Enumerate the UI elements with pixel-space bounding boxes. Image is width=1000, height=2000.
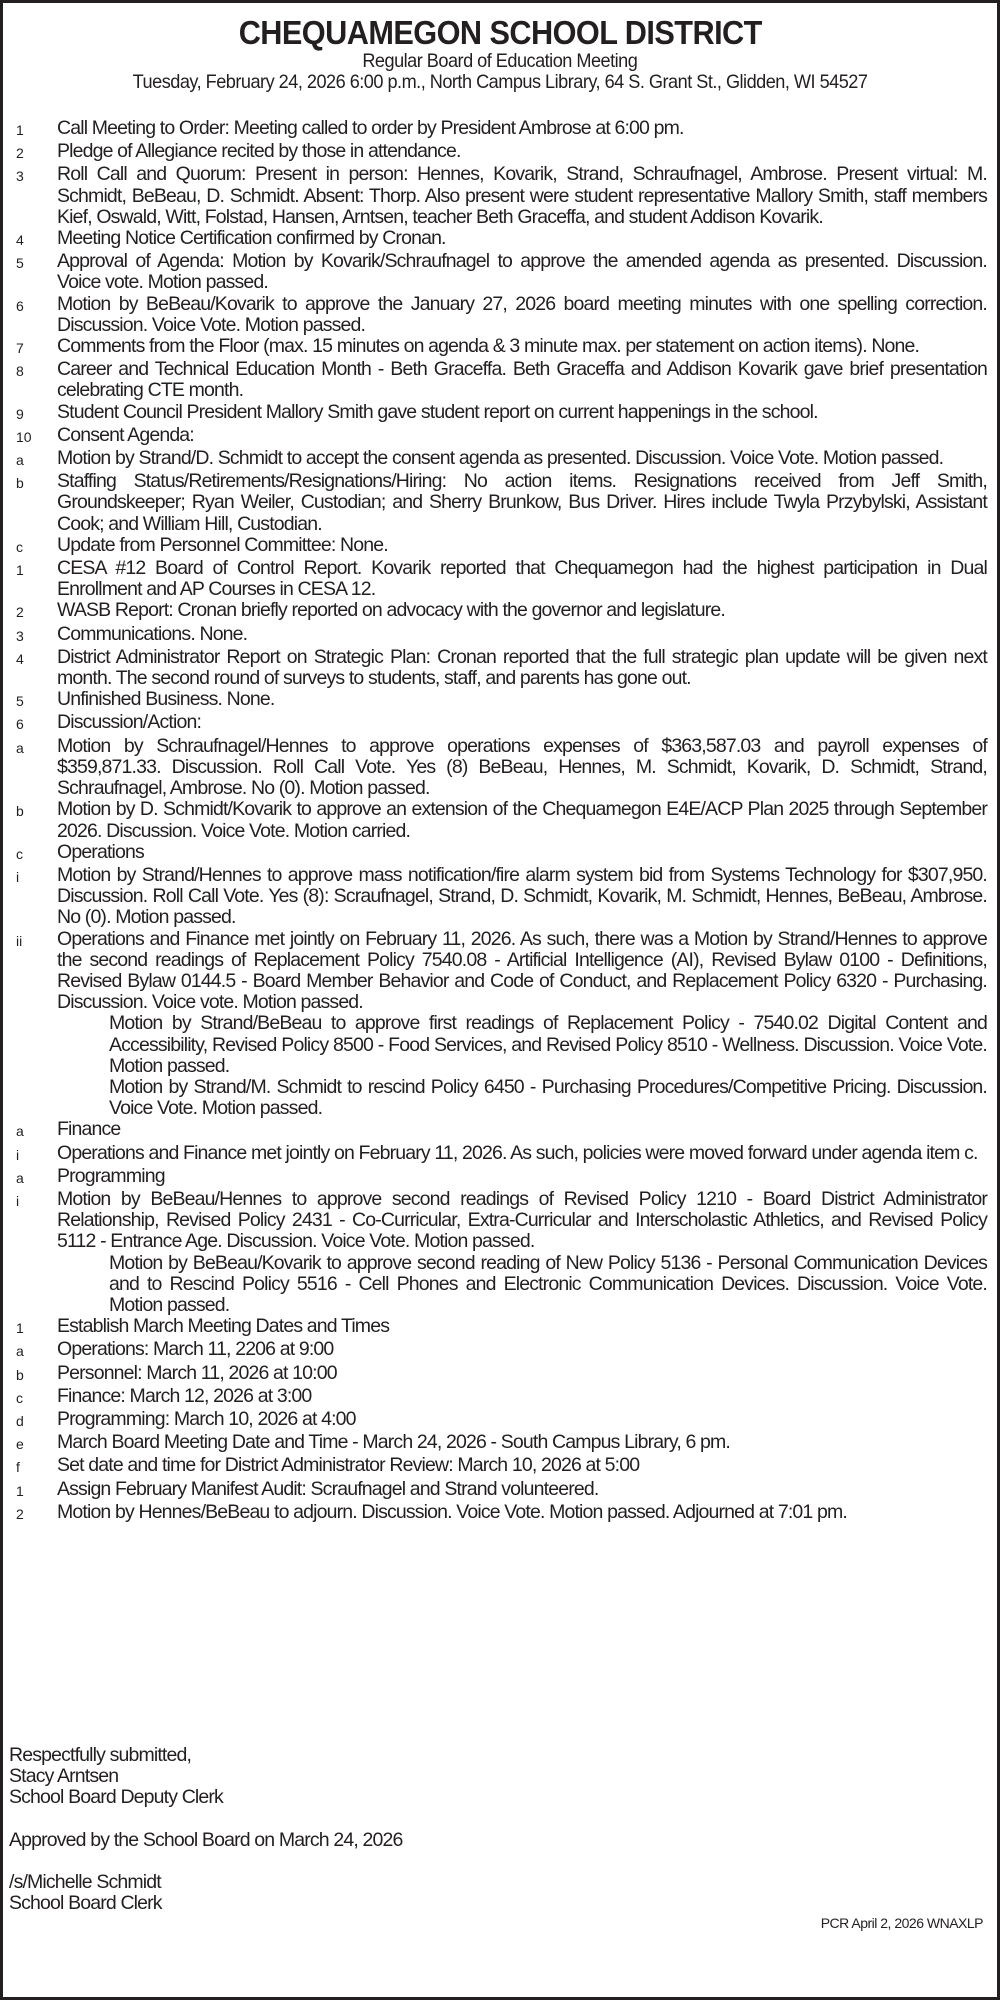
item-number	[3, 1077, 57, 1119]
minutes-item	[3, 1363, 997, 1386]
item-number: 2	[16, 604, 24, 621]
minutes-item	[3, 1432, 997, 1455]
item-number: 1	[16, 562, 24, 579]
notice-header	[3, 3, 997, 93]
item-text: Pledge of Allegiance recited by those in attendance.	[57, 140, 461, 163]
submitter-title: School Board Deputy Clerk	[9, 1786, 223, 1809]
item-number: 3	[16, 627, 24, 644]
item-number: c	[16, 1389, 23, 1406]
item-number: f	[16, 1459, 20, 1476]
minutes-item	[3, 558, 997, 600]
minutes-item	[3, 1339, 997, 1362]
item-text: Operations: March 11, 2206 at 9:00	[57, 1338, 334, 1361]
minutes-item	[3, 1166, 997, 1189]
item-number: a	[16, 1343, 24, 1360]
item-text: Discussion/Action:	[57, 711, 202, 734]
item-text: Operations and Finance met jointly on February 11, 2026. As such, there was a Motion by Strand/Hennes to approve the second readings of Replacement Policy 7540.08 - Artificial Intelligence (AI), Revised Bylaw 0100 - Definitions, Revised Bylaw 0144.5 - Board Member Behavior and Code of Conduct, and Replacement Policy 6320 - Purchasing. Discussion. Voice vote. Motion passed.	[57, 927, 987, 1014]
item-number: b	[16, 475, 24, 492]
item-text: Student Council President Mallory Smith gave student report on current happenings in the school.	[57, 400, 818, 423]
item-number: 9	[16, 405, 24, 422]
item-number: 3	[16, 168, 24, 185]
item-number: b	[16, 803, 24, 820]
minutes-item	[3, 336, 997, 359]
minutes-item	[3, 842, 997, 865]
minutes-item	[3, 1502, 997, 1525]
minutes-item	[3, 1077, 997, 1119]
submitted-line: Respectfully submitted,	[9, 1744, 192, 1766]
item-number	[3, 1013, 57, 1077]
minutes-item	[3, 736, 997, 800]
item-number: 2	[16, 1505, 24, 1522]
item-text: March Board Meeting Date and Time - March 24, 2026 - South Campus Library, 6 pm.	[57, 1431, 730, 1454]
minutes-item	[3, 1119, 997, 1142]
minutes-item	[3, 294, 997, 336]
minutes-item	[3, 251, 997, 293]
item-text: Finance	[57, 1118, 121, 1141]
item-number: a	[16, 1123, 24, 1140]
item-number: 1	[16, 122, 24, 138]
item-number: d	[16, 1412, 24, 1429]
item-text: Motion by Schraufnagel/Hennes to approve operations expenses of $363,587.03 and payroll expenses of $359,871.33. Discussion. Roll Call Vote. Yes (8) BeBeau, Hennes, M. Schmidt, Kovarik, D. Schmidt, Strand, Schraufnagel, Ambrose. No (0). Motion passed.	[57, 734, 987, 800]
item-text: Call Meeting to Order: Meeting called to order by President Ambrose at 6:00 pm.	[57, 117, 684, 139]
minutes-item	[3, 141, 997, 164]
item-number: a	[16, 452, 24, 469]
minutes-item	[3, 164, 997, 228]
item-number: 5	[16, 693, 24, 710]
item-text: Programming: March 10, 2026 at 4:00	[57, 1407, 356, 1430]
minutes-item	[3, 865, 997, 929]
item-number: 6	[16, 716, 24, 733]
minutes-item	[3, 228, 997, 251]
item-text: Programming	[57, 1164, 165, 1187]
minutes-item	[3, 1316, 997, 1339]
submitter-name: Stacy Arntsen	[9, 1765, 119, 1788]
item-number: b	[16, 1366, 24, 1383]
item-text: Establish March Meeting Dates and Times	[57, 1315, 390, 1338]
meeting-date-location: Tuesday, February 24, 2026 6:00 p.m., North Campus Library, 64 S. Grant St., Glidden, WI 54527	[132, 71, 868, 93]
clerk-title: School Board Clerk	[9, 1892, 162, 1915]
minutes-item	[3, 425, 997, 448]
item-text: Motion by Strand/BeBeau to approve first readings of Replacement Policy - 7540.02 Digital Content and Accessibility, Revised Policy 8500 - Food Services, and Revised Policy 8510 - Wellness. Discussion. Voice Vote. Motion passed.	[109, 1012, 987, 1077]
item-number: ii	[16, 932, 23, 949]
item-text: Roll Call and Quorum: Present in person: Hennes, Kovarik, Strand, Schraufnagel, Ambrose. Present virtual: M. Schmidt, BeBeau, D. Schmidt. Absent: Thorp. Also present were student representative Mallory Smith, staff members Kief, Oswald, Witt, Folstad, Hansen, Arntsen, teacher Beth Graceffa, and student Addison Kovarik.	[57, 163, 987, 228]
item-text: Motion by BeBeau/Hennes to approve second readings of Revised Policy 1210 - Board District Administrator Relationship, Revised Policy 2431 - Co-Curricular, Extra-Curricular and Interscholastic Athletics, and Revised Policy 5112 - Entrance Age. Discussion. Voice Vote. Motion passed.	[57, 1187, 987, 1253]
item-text: Meeting Notice Certification confirmed by Cronan.	[57, 227, 446, 250]
item-text: Motion by BeBeau/Kovarik to approve second reading of New Policy 5136 - Personal Communication Devices and to Rescind Policy 5516 - Cell Phones and Electronic Communication Devices. Discussion. Voice Vote. Motion passed.	[109, 1251, 987, 1316]
district-title: CHEQUAMEGON SCHOOL DISTRICT	[238, 14, 762, 51]
minutes-item	[3, 929, 997, 1014]
clerk-signature: /s/Michelle Schmidt	[9, 1871, 161, 1894]
item-text: WASB Report: Cronan briefly reported on advocacy with the governor and legislature.	[57, 599, 725, 622]
item-number: c	[16, 538, 23, 555]
minutes-item	[3, 689, 997, 712]
minutes-item	[3, 647, 997, 689]
item-text: Communications. None.	[57, 622, 248, 645]
item-text: Operations	[57, 840, 144, 863]
item-text: Career and Technical Education Month - Beth Graceffa. Beth Graceffa and Addison Kovarik gave brief presentation celebrating CTE month.	[57, 358, 987, 402]
item-number	[3, 1253, 57, 1317]
item-number: e	[16, 1436, 24, 1453]
item-number: 4	[16, 650, 24, 667]
item-text: District Administrator Report on Strategic Plan: Cronan reported that the full strategic plan update will be given next month. The second round of surveys to students, staff, and parents has gone out.	[57, 645, 987, 690]
item-text: Consent Agenda:	[57, 423, 194, 446]
minutes-item	[3, 359, 997, 401]
item-text: Motion by Strand/M. Schmidt to rescind Policy 6450 - Purchasing Procedures/Competitive Pricing. Discussion. Voice Vote. Motion passed.	[109, 1075, 987, 1120]
item-text: Motion by Hennes/BeBeau to adjourn. Discussion. Voice Vote. Motion passed. Adjourned at 7:01 pm.	[57, 1500, 847, 1523]
item-text: Motion by BeBeau/Kovarik to approve the January 27, 2026 board meeting minutes with one spelling correction. Discussion. Voice Vote. Motion passed.	[57, 292, 987, 336]
item-text: Operations and Finance met jointly on February 11, 2026. As such, policies were moved forward under agenda item c.	[57, 1141, 978, 1164]
meeting-subtitle: Regular Board of Education Meeting	[362, 50, 638, 72]
item-text: Motion by D. Schmidt/Kovarik to approve an extension of the Chequamegon E4E/ACP Plan 2025 through September 2026. Discussion. Voice Vote. Motion carried.	[57, 798, 987, 842]
minutes-item	[3, 1479, 997, 1502]
minutes-item	[3, 118, 997, 141]
item-text: Unfinished Business. None.	[57, 688, 275, 711]
minutes-item	[3, 1455, 997, 1478]
item-number: 5	[16, 255, 24, 272]
minutes-item	[3, 1386, 997, 1409]
minutes-item	[3, 471, 997, 535]
item-number: a	[16, 1169, 24, 1186]
minutes-list	[3, 118, 997, 1525]
minutes-item	[3, 1189, 997, 1253]
minutes-item	[3, 624, 997, 647]
item-number: c	[16, 845, 23, 862]
item-number: 8	[16, 363, 24, 380]
item-number: 7	[16, 340, 24, 357]
approval-line: Approved by the School Board on March 24, 2026	[9, 1828, 403, 1851]
item-number: 1	[16, 1482, 24, 1499]
item-text: Finance: March 12, 2026 at 3:00	[57, 1384, 312, 1407]
minutes-item	[3, 535, 997, 558]
minutes-item	[3, 402, 997, 425]
item-number: 1	[16, 1320, 24, 1337]
item-text: Motion by Strand/D. Schmidt to accept the consent agenda as presented. Discussion. Voice Vote. Motion passed.	[57, 447, 944, 470]
item-text: Staffing Status/Retirements/Resignations/Hiring: No action items. Resignations received from Jeff Smith, Groundskeeper; Ryan Weiler, Custodian; and Sherry Brunkow, Bus Driver. Hires include Twyla Przybylski, Assistant Cook; and William Hill, Custodian.	[57, 470, 987, 535]
signature-block	[9, 1745, 402, 1915]
item-text: Approval of Agenda: Motion by Kovarik/Schraufnagel to approve the amended agenda as presented. Discussion. Voice vote. Motion passed.	[57, 250, 987, 294]
item-text: CESA #12 Board of Control Report. Kovarik reported that Chequamegon had the highest participation in Dual Enrollment and AP Courses in CESA 12.	[57, 557, 987, 601]
minutes-item	[3, 1409, 997, 1432]
minutes-item	[3, 1143, 997, 1166]
item-text: Comments from the Floor (max. 15 minutes on agenda & 3 minute max. per statement on action items). None.	[57, 335, 920, 358]
publication-note: PCR April 2, 2026 WNAXLP	[820, 1915, 983, 1931]
minutes-item	[3, 448, 997, 471]
minutes-item	[3, 712, 997, 735]
minutes-item	[3, 799, 997, 841]
item-number: 2	[16, 145, 24, 162]
item-number: i	[16, 1192, 20, 1209]
item-number: 6	[16, 297, 24, 314]
minutes-item	[3, 600, 997, 623]
item-number: i	[16, 1146, 20, 1163]
item-text: Set date and time for District Administrator Review: March 10, 2026 at 5:00	[57, 1454, 640, 1477]
minutes-item	[3, 1253, 997, 1317]
minutes-item	[3, 1013, 997, 1077]
item-number: 10	[16, 428, 32, 445]
item-text: Assign February Manifest Audit: Scraufnagel and Strand volunteered.	[57, 1477, 599, 1500]
item-text: Update from Personnel Committee: None.	[57, 533, 388, 556]
item-text: Motion by Strand/Hennes to approve mass notification/fire alarm system bid from Systems Technology for $307,950. Discussion. Roll Call Vote. Yes (8): Scraufnagel, Strand, D. Schmidt, Kovarik, M. Schmidt, Hennes, BeBeau, Ambrose. No (0). Motion passed.	[57, 863, 987, 929]
item-number: a	[16, 739, 24, 756]
item-number: i	[16, 868, 20, 885]
item-number: 4	[16, 232, 24, 249]
item-text: Personnel: March 11, 2026 at 10:00	[57, 1361, 337, 1384]
